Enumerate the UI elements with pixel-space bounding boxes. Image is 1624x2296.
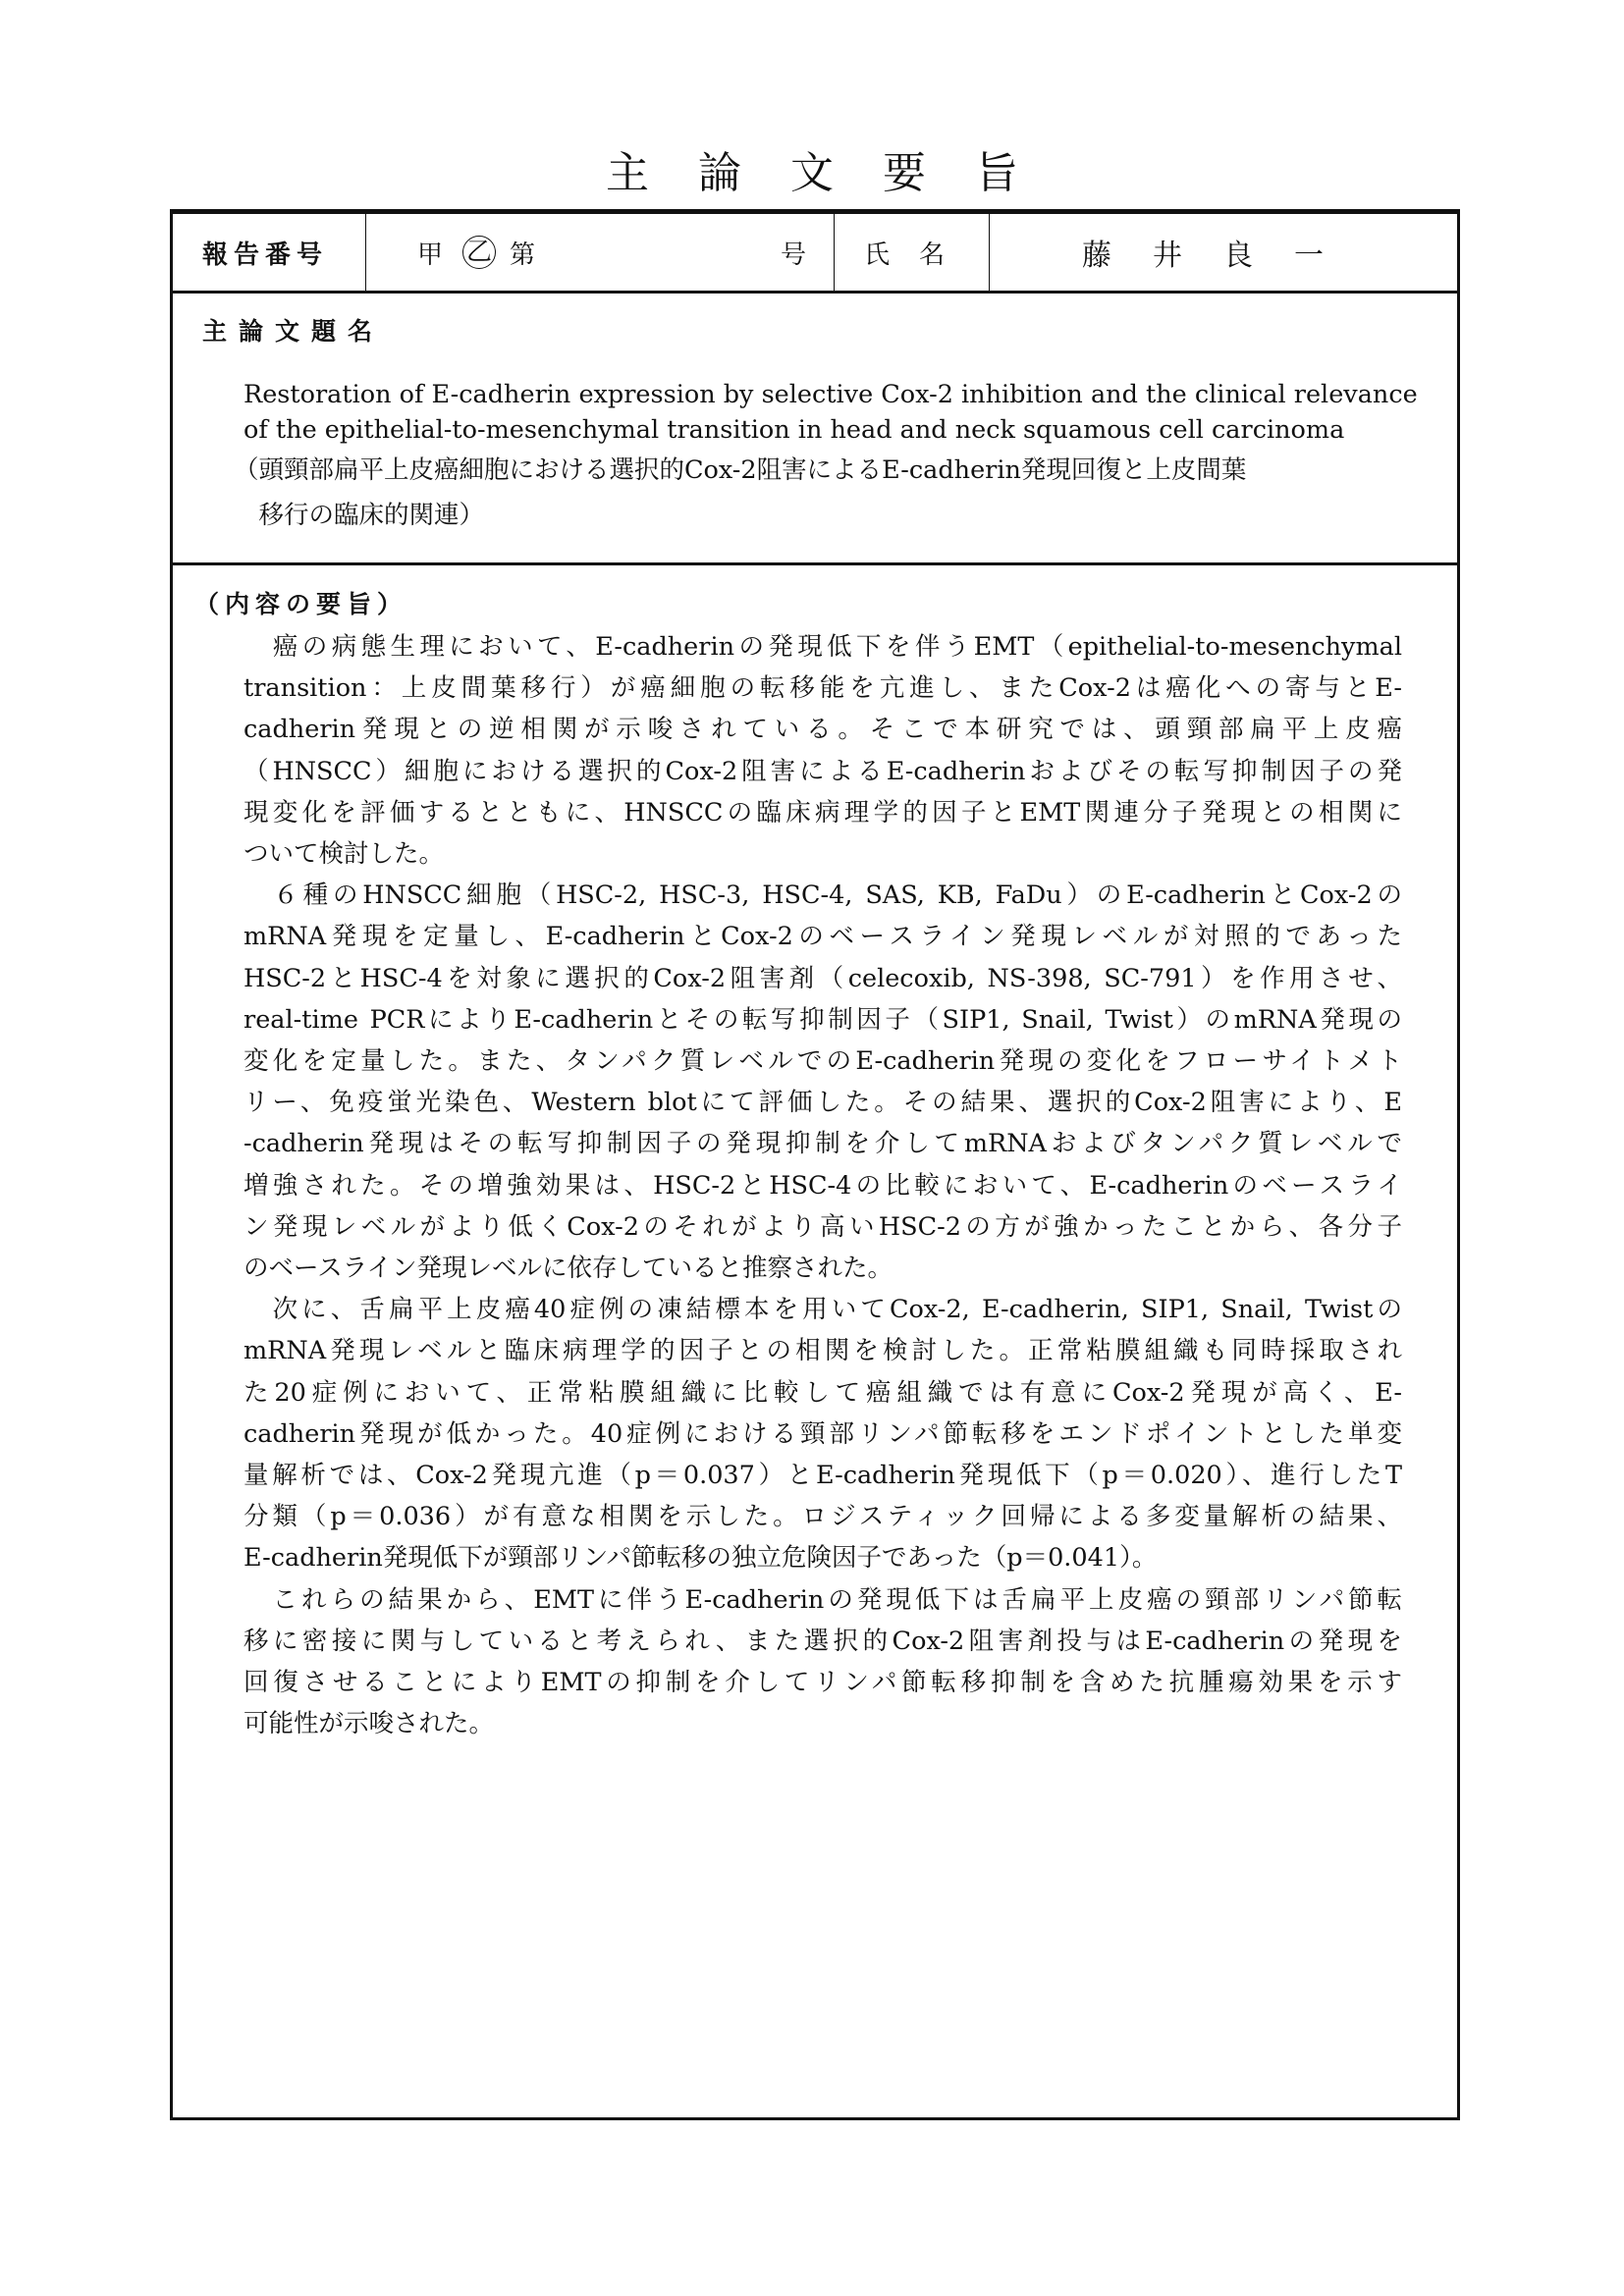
thesis-title-section: [173, 291, 1457, 565]
summary-line: mRNA発現を定量し、E-cadherinとCox-2のベースライン発現レベルが対照的であった: [244, 922, 1402, 952]
summary-line: mRNA発現レベルと臨床病理学的因子との相関を検討した。正常粘膜組織も同時採取され: [244, 1336, 1402, 1366]
summary-line: 変化を定量した。また、タンパク質レベルでのE-cadherin発現の変化をフローサイトメト: [244, 1046, 1402, 1077]
summary-line: 回復させることによりEMTの抑制を介してリンパ節転移抑制を含めた抗腫瘍効果を示す: [244, 1668, 1402, 1698]
document-title: 主論文要旨: [606, 148, 1067, 198]
author-name: 藤井良一: [1082, 239, 1365, 273]
summary-line: これらの結果から、EMTに伴うE-cadherinの発現低下は舌扁平上皮癌の頸部リンパ節転: [244, 1584, 1402, 1615]
title-en-line: of the epithelial-to-mesenchymal transition in head and neck squamous cell carcinoma: [244, 415, 1345, 445]
thesis-title-label: 主論文題名: [202, 317, 385, 346]
title-ja-line: 移行の臨床的関連）: [234, 501, 485, 530]
name-label: 氏名: [835, 214, 990, 291]
summary-line: cadherin発現が低かった。40症例における頸部リンパ節転移をエンドポイントとした単変: [244, 1418, 1402, 1449]
summary-line: ついて検討した。: [244, 839, 445, 870]
report-number-field: [366, 214, 835, 291]
summary-line: 次に、舌扁平上皮癌40症例の凍結標本を用いてCox-2, E-cadherin, SIP1, Snail, Twistの: [244, 1295, 1402, 1325]
summary-line: 可能性が示唆された。: [244, 1709, 495, 1739]
summary-line: 癌の病態生理において、E-cadherinの発現低下を伴うEMT（epithelial-to-mesenchymal: [244, 632, 1402, 662]
summary-line: -cadherin発現はその転写抑制因子の発現抑制を介してmRNAおよびタンパク質レベルで: [244, 1129, 1402, 1159]
summary-line: 分類（p＝0.036）が有意な相関を示した。ロジスティック回帰による多変量解析の結果、: [244, 1502, 1402, 1532]
summary-line: transition：上皮間葉移行）が癌細胞の転移能を亢進し、またCox-2は癌化への寄与とE-: [244, 673, 1402, 704]
go-label: 号: [780, 240, 806, 270]
dai-label: 第: [510, 240, 536, 270]
title-ja-line: （頭頸部扁平上皮癌細胞における選択的Cox-2阻害によるE-cadherin発現回復と上皮間葉: [234, 455, 1247, 485]
summary-line: 増強された。その増強効果は、HSC-2とHSC-4の比較において、E-cadherinのベースライ: [244, 1170, 1402, 1201]
summary-line: ン発現レベルがより低くCox-2のそれがより高いHSC-2の方が強かったことから、各分子: [244, 1211, 1402, 1242]
summary-line: real-time PCRによりE-cadherinとその転写抑制因子（SIP1, Snail, Twist）のmRNA発現の: [244, 1004, 1402, 1035]
kou-label: 甲: [417, 240, 444, 270]
summary-label: （内容の要旨）: [194, 590, 408, 618]
thesis-title-japanese: [234, 448, 1246, 538]
summary-body: [244, 626, 1402, 1744]
summary-line: リー、免疫蛍光染色、Western blotにて評価した。その結果、選択的Cox-2阻害により、E: [244, 1088, 1402, 1118]
abstract-form: [170, 209, 1460, 2120]
summary-line: のベースライン発現レベルに依存していると推察された。: [244, 1254, 893, 1284]
summary-line: た20症例において、正常粘膜組織に比較して癌組織では有意にCox-2発現が高く、E-: [244, 1377, 1402, 1408]
summary-line: HSC-2とHSC-4を対象に選択的Cox-2阻害剤（celecoxib, NS-398, SC-791）を作用させ、: [244, 963, 1402, 993]
summary-line: ６種のHNSCC細胞（HSC-2, HSC-3, HSC-4, SAS, KB, FaDu）のE-cadherinとCox-2の: [244, 881, 1402, 911]
summary-line: cadherin発現との逆相関が示唆されている。そこで本研究では、頭頸部扁平上皮癌: [244, 715, 1402, 745]
thesis-title-english: [244, 377, 1418, 448]
summary-line: E-cadherin発現低下が頸部リンパ節転移の独立危険因子であった（p＝0.041）。: [244, 1543, 1158, 1574]
report-number-label: 報告番号: [173, 214, 366, 291]
header-row: [173, 214, 1457, 294]
summary-line: （HNSCC）細胞における選択的Cox-2阻害によるE-cadherinおよびその転写抑制因子の発: [244, 756, 1402, 786]
title-en-line: Restoration of E-cadherin expression by selective Cox-2 inhibition and the clinical relevance: [244, 380, 1418, 409]
summary-line: 移に密接に関与していると考えられ、また選択的Cox-2阻害剤投与はE-cadherinの発現を: [244, 1626, 1402, 1656]
summary-line: 量解析では、Cox-2発現亢進（p＝0.037）とE-cadherin発現低下（p＝0.020）、進行したT: [244, 1461, 1402, 1491]
otsu-circled-label: 乙: [462, 236, 496, 269]
summary-line: 現変化を評価するとともに、HNSCCの臨床病理学的因子とEMT関連分子発現との相関に: [244, 797, 1402, 828]
